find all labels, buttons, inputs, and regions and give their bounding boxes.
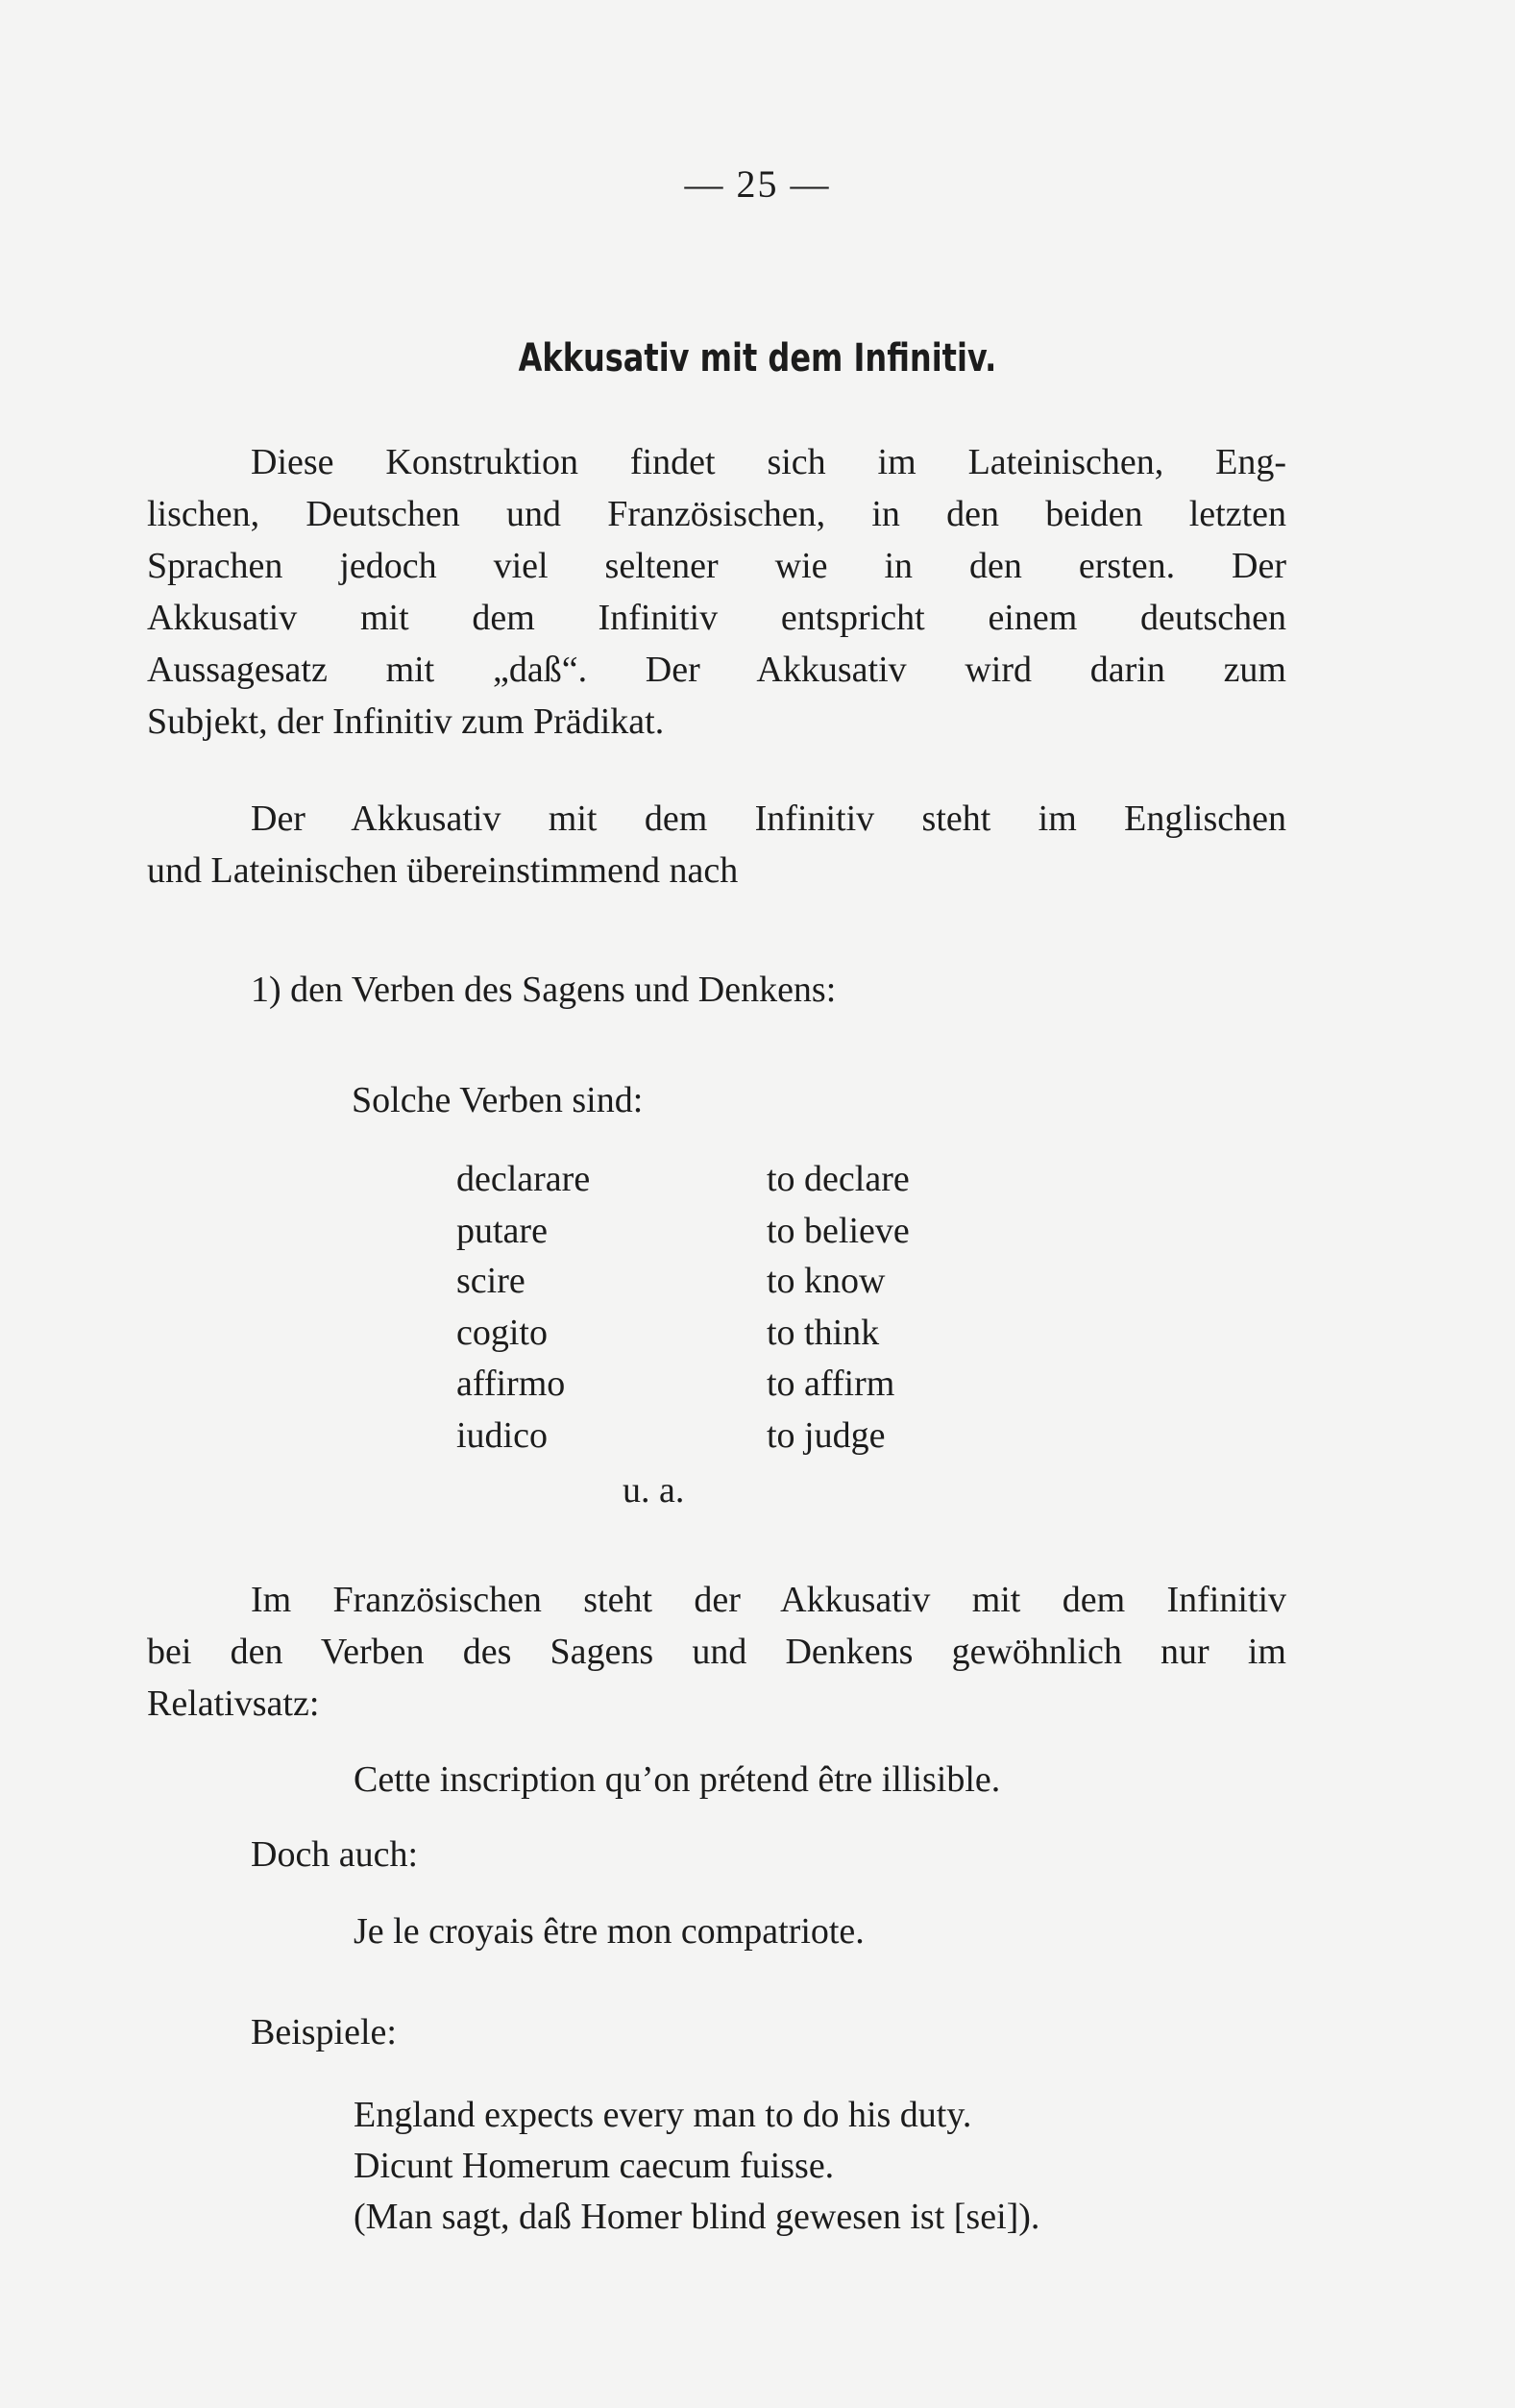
example-line: Dicunt Homerum caecum fuisse.: [354, 2146, 835, 2186]
paragraph-french: [147, 1574, 1286, 1730]
english-verb: to judge: [767, 1415, 886, 1456]
text-line: und Lateinischen übereinstimmend nach: [147, 850, 739, 891]
english-verb: to declare: [767, 1159, 910, 1199]
english-verb: to know: [767, 1261, 886, 1301]
text-line: Relativsatz:: [147, 1683, 320, 1724]
english-verb: to believe: [767, 1211, 910, 1251]
text-line: Akkusativ mit dem Infinitiv entspricht einem deutschen: [147, 598, 1286, 638]
french-example: Je le croyais être mon compatriote.: [354, 1911, 865, 1952]
page-number: — 25 —: [684, 162, 831, 206]
doch-auch-label: Doch auch:: [251, 1834, 419, 1875]
latin-verb: putare: [456, 1211, 548, 1251]
section-heading: Akkusativ mit dem Infinitiv.: [518, 336, 997, 381]
beispiele-label: Beispiele:: [251, 2012, 397, 2052]
text-line: bei den Verben des Sagens und Denkens gewöhnlich nur im: [147, 1632, 1286, 1672]
und-andere: u. a.: [623, 1470, 685, 1511]
text-line: Sprachen jedoch viel seltener wie in den ersten. Der: [147, 546, 1286, 586]
text-line: Der Akkusativ mit dem Infinitiv steht im Englischen: [251, 799, 1286, 839]
verbs-intro: Solche Verben sind:: [352, 1080, 644, 1120]
latin-verb: cogito: [456, 1313, 548, 1353]
latin-verb: iudico: [456, 1415, 548, 1456]
text-line: Diese Konstruktion findet sich im Lateinischen, Eng-: [251, 442, 1286, 482]
text-line: Aussagesatz mit „daß“. Der Akkusativ wird darin zum: [147, 650, 1286, 690]
text-line: Im Französischen steht der Akkusativ mit dem Infinitiv: [251, 1580, 1286, 1620]
french-example: Cette inscription qu’on prétend être illisible.: [354, 1759, 1001, 1800]
paragraph-usage: [147, 793, 1286, 897]
list-item-verbs-of-saying: 1) den Verben des Sagens und Denkens:: [251, 970, 837, 1010]
latin-verb: affirmo: [456, 1364, 566, 1404]
example-line: England expects every man to do his duty.: [354, 2095, 972, 2135]
english-verb: to think: [767, 1313, 880, 1353]
paragraph-intro: [147, 436, 1286, 748]
latin-verb: declarare: [456, 1159, 591, 1199]
text-line: lischen, Deutschen und Französischen, in den beiden letzten: [147, 494, 1286, 534]
example-line: (Man sagt, daß Homer blind gewesen ist [sei]).: [354, 2197, 1040, 2237]
text-line: Subjekt, der Infinitiv zum Prädikat.: [147, 701, 665, 742]
english-verb: to affirm: [767, 1364, 895, 1404]
latin-verb: scire: [456, 1261, 525, 1301]
